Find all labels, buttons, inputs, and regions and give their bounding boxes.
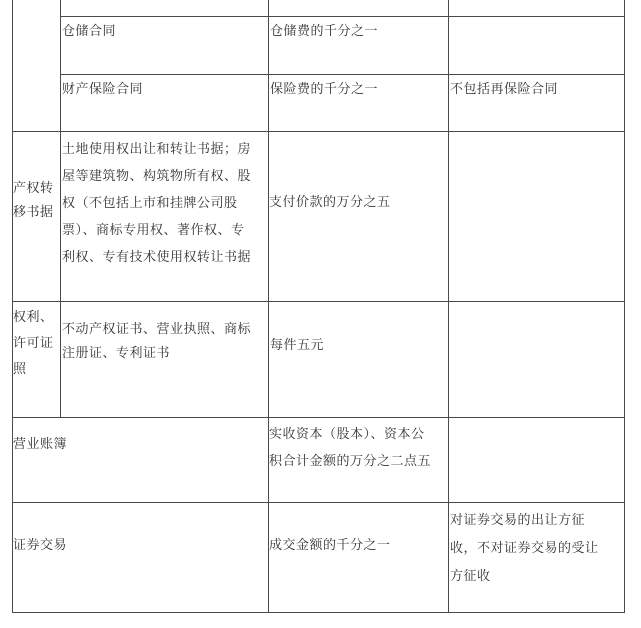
warehouse-rate: 仓储费的千分之一 xyxy=(270,24,379,39)
transfer-item-line: 屋等建筑物、构筑物所有权、股 xyxy=(62,169,252,184)
transfer-rate-cell xyxy=(269,191,391,215)
insurance-note: 不包括再保险合同 xyxy=(450,82,559,97)
warehouse-item-cell xyxy=(62,20,116,44)
license-item-cell xyxy=(62,318,251,366)
securities-note-line: 收，不对证券交易的受让 xyxy=(450,541,599,556)
ledger-category-cell xyxy=(13,433,67,457)
insurance-rate: 保险费的千分之一 xyxy=(270,82,379,97)
grid-right-border xyxy=(624,0,625,613)
ledger-rate-line: 积合计金额的万分之二点五 xyxy=(269,454,432,469)
grid-row-line-5 xyxy=(12,417,625,418)
license-category-line: 照 xyxy=(13,362,27,377)
grid-row-line-1 xyxy=(60,16,625,17)
grid-row-line-4 xyxy=(12,301,625,302)
grid-row-line-6 xyxy=(12,502,625,503)
license-rate: 每件五元 xyxy=(270,338,325,353)
transfer-category-line: 产权转 xyxy=(13,181,54,196)
warehouse-item: 仓储合同 xyxy=(62,24,117,39)
license-category-line: 许可证 xyxy=(13,336,54,351)
transfer-category-line: 移书据 xyxy=(13,205,54,220)
securities-rate: 成交金额的千分之一 xyxy=(269,538,391,553)
grid-category-divider xyxy=(60,0,61,417)
transfer-item-line: 票）、商标专用权、著作权、专 xyxy=(62,223,245,238)
grid-rate-divider xyxy=(268,0,269,613)
grid-bottom-border xyxy=(12,612,625,613)
transfer-rate: 支付价款的万分之五 xyxy=(269,195,391,210)
securities-note-line: 对证券交易的出让方征 xyxy=(450,513,586,528)
transfer-item-line: 土地使用权出让和转让书据；房 xyxy=(62,142,252,157)
license-category-line: 权利、 xyxy=(13,310,54,325)
license-category-cell xyxy=(13,305,54,383)
license-rate-cell xyxy=(270,334,324,358)
ledger-rate-cell xyxy=(269,421,431,475)
warehouse-rate-cell xyxy=(270,20,378,44)
transfer-item-cell xyxy=(62,136,251,271)
license-item-line: 不动产权证书、营业执照、商标 xyxy=(62,322,252,337)
grid-note-divider xyxy=(448,0,449,613)
insurance-rate-cell xyxy=(270,78,378,102)
securities-category-cell xyxy=(13,534,67,558)
securities-note-cell xyxy=(450,507,599,591)
grid-row-line-2 xyxy=(60,74,625,75)
insurance-item-cell xyxy=(62,78,143,102)
securities-note-line: 方征收 xyxy=(450,569,491,584)
ledger-category: 营业账簿 xyxy=(13,437,68,452)
grid-row-line-3 xyxy=(12,131,625,132)
ledger-rate-line: 实收资本（股本）、资本公 xyxy=(269,427,425,442)
transfer-item-line: 权（不包括上市和挂牌公司股 xyxy=(62,196,238,211)
securities-rate-cell xyxy=(269,534,391,558)
transfer-category-cell xyxy=(13,177,54,225)
transfer-item-line: 利权、专有技术使用权转让书据 xyxy=(62,250,252,265)
securities-category: 证券交易 xyxy=(13,538,68,553)
insurance-note-cell xyxy=(450,78,558,102)
insurance-item: 财产保险合同 xyxy=(62,82,144,97)
license-item-line: 注册证、专利证书 xyxy=(62,346,171,361)
